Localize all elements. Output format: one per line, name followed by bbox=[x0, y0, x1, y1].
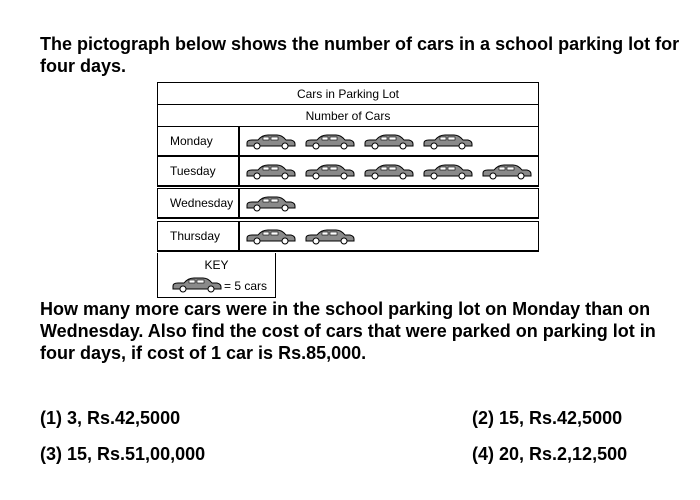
car-symbols bbox=[244, 222, 362, 250]
day-label: Tuesday bbox=[158, 157, 240, 185]
car-icon bbox=[303, 162, 355, 180]
option-1[interactable]: (1) 3, Rs.42,5000 bbox=[40, 408, 181, 428]
question-text: How many more cars were in the school parking lot on Monday than on Wednesday. Also find the cost of cars that were parked on parking lot in four days, if cost of 1 car is Rs.85,000. bbox=[40, 299, 656, 363]
option-2[interactable]: (2) 15, Rs.42,5000 bbox=[472, 408, 623, 428]
car-icon bbox=[244, 194, 296, 212]
option-4[interactable]: (4) 20, Rs.2,12,500 bbox=[472, 444, 628, 464]
pictograph-key bbox=[157, 253, 276, 298]
car-icon bbox=[303, 132, 355, 150]
car-icon bbox=[170, 275, 222, 293]
pictograph-row-monday bbox=[157, 126, 539, 157]
car-symbols bbox=[244, 127, 480, 155]
key-label: KEY bbox=[204, 258, 229, 272]
day-label: Wednesday bbox=[158, 189, 240, 217]
car-icon bbox=[244, 162, 296, 180]
car-icon bbox=[480, 162, 532, 180]
car-symbols bbox=[244, 157, 539, 185]
key-value: = 5 cars bbox=[224, 279, 268, 293]
pictograph-row-wednesday bbox=[157, 188, 539, 219]
car-icon bbox=[362, 162, 414, 180]
day-label: Thursday bbox=[158, 222, 240, 250]
car-icon bbox=[244, 227, 296, 245]
pictograph-title: Cars in Parking Lot bbox=[157, 82, 539, 105]
car-icon bbox=[244, 132, 296, 150]
car-symbols bbox=[244, 189, 303, 217]
option-3[interactable]: (3) 15, Rs.51,00,000 bbox=[40, 444, 206, 464]
car-icon bbox=[362, 132, 414, 150]
day-label: Monday bbox=[158, 127, 240, 155]
pictograph-row-thursday bbox=[157, 221, 539, 252]
pictograph-row-tuesday bbox=[157, 156, 539, 187]
car-icon bbox=[421, 162, 473, 180]
car-icon bbox=[303, 227, 355, 245]
car-icon bbox=[421, 132, 473, 150]
intro-text: The pictograph below shows the number of cars in a school parking lot for four days. bbox=[40, 34, 680, 76]
pictograph-subtitle: Number of Cars bbox=[157, 104, 539, 127]
